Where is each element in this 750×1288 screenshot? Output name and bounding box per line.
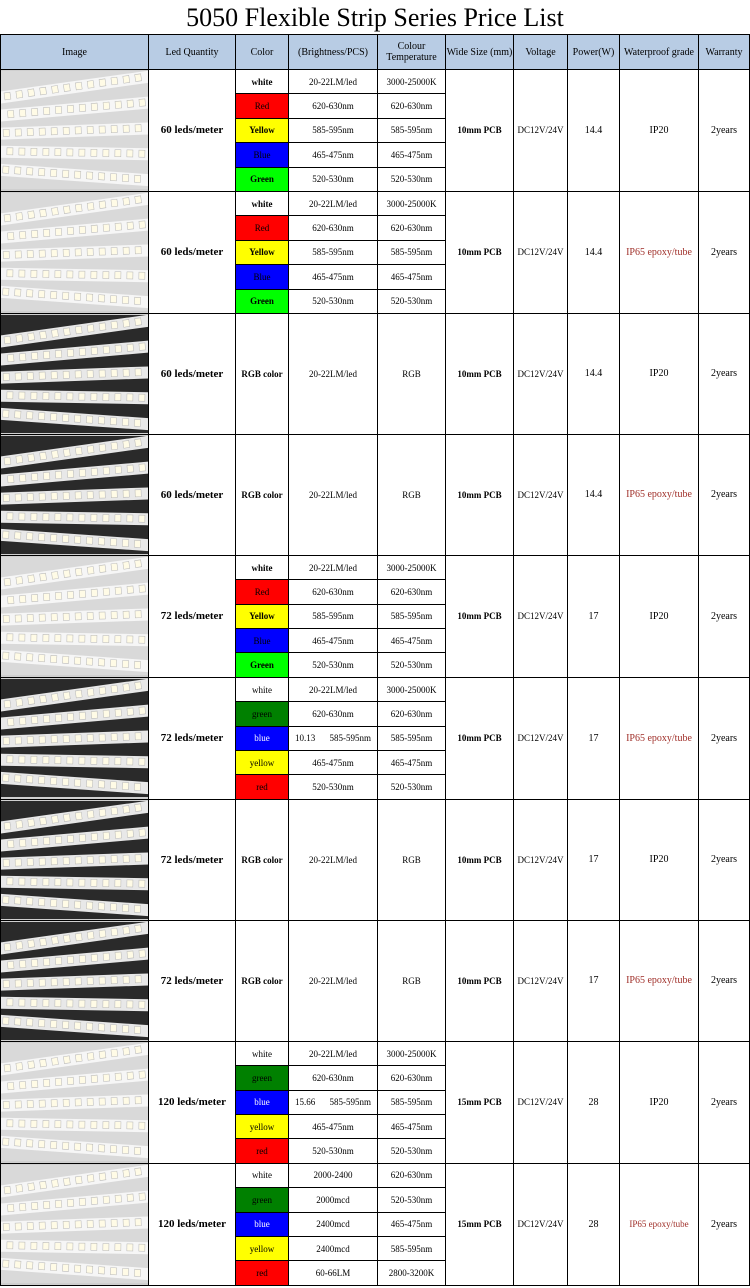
colour-temperature-cell: RGB xyxy=(378,313,446,434)
led-strip-image xyxy=(1,557,149,675)
color-cell: blue xyxy=(236,726,289,750)
wide-size-cell: 10mm PCB xyxy=(446,313,514,434)
colour-temperature-cell: 585-595nm xyxy=(378,118,446,142)
table-row xyxy=(1,920,750,1041)
product-image-cell xyxy=(1,920,149,1041)
brightness-cell: 20-22LM/led xyxy=(289,313,378,434)
page-title: 5050 Flexible Strip Series Price List xyxy=(186,3,564,32)
brightness-cell: 2000mcd xyxy=(289,1188,378,1212)
colour-temperature-cell: RGB xyxy=(378,434,446,555)
power-cell: 17 xyxy=(568,799,620,920)
brightness-cell: 20-22LM/led xyxy=(289,799,378,920)
colour-temperature-cell: 585-595nm xyxy=(378,1090,446,1114)
power-cell: 17 xyxy=(568,920,620,1041)
color-cell: Red xyxy=(236,580,289,604)
header-image: Image xyxy=(1,35,149,70)
table-row xyxy=(1,555,750,579)
warranty-cell: 2years xyxy=(699,677,750,799)
color-cell: red xyxy=(236,1261,289,1285)
brightness-cell: 520-530nm xyxy=(289,653,378,677)
colour-temperature-cell: 465-475nm xyxy=(378,265,446,289)
color-cell: white xyxy=(236,1041,289,1065)
warranty-cell: 2years xyxy=(699,555,750,677)
colour-temperature-cell: 620-630nm xyxy=(378,1163,446,1187)
header-voltage: Voltage xyxy=(514,35,568,70)
voltage-cell: DC12V/24V xyxy=(514,70,568,192)
colour-temperature-cell: 465-475nm xyxy=(378,629,446,653)
product-image-cell xyxy=(1,70,149,192)
brightness-cell: 20-22LM/led xyxy=(289,70,378,94)
wide-size-cell: 10mm PCB xyxy=(446,799,514,920)
brightness-value: 585-595nm xyxy=(329,733,371,744)
warranty-cell: 2years xyxy=(699,1041,750,1163)
colour-temperature-cell: 620-630nm xyxy=(378,216,446,240)
waterproof-grade-cell: IP65 epoxy/tube xyxy=(620,191,699,313)
brightness-cell: 620-630nm xyxy=(289,94,378,118)
waterproof-grade-cell: IP20 xyxy=(620,555,699,677)
color-cell: RGB color xyxy=(236,313,289,434)
product-image-cell xyxy=(1,1163,149,1285)
led-quantity: 60 leds/meter xyxy=(149,191,236,313)
led-strip-image xyxy=(1,193,149,311)
colour-temperature-cell: 620-630nm xyxy=(378,702,446,726)
colour-temperature-cell: 3000-25000K xyxy=(378,677,446,701)
waterproof-grade-cell: IP65 epoxy/tube xyxy=(620,1163,699,1285)
colour-temperature-cell: RGB xyxy=(378,920,446,1041)
brightness-cell: 520-530nm xyxy=(289,1139,378,1163)
voltage-cell: DC12V/24V xyxy=(514,313,568,434)
colour-temperature-cell: 620-630nm xyxy=(378,1066,446,1090)
wide-size-cell: 10mm PCB xyxy=(446,920,514,1041)
product-image-cell xyxy=(1,677,149,799)
color-cell: Yellow xyxy=(236,118,289,142)
power-cell: 28 xyxy=(568,1163,620,1285)
color-cell: Green xyxy=(236,289,289,313)
table-row xyxy=(1,677,750,701)
brightness-cell: 620-630nm xyxy=(289,216,378,240)
waterproof-grade-cell: IP20 xyxy=(620,70,699,192)
colour-temperature-cell: 465-475nm xyxy=(378,751,446,775)
color-cell: yellow xyxy=(236,1236,289,1260)
brightness-cell: 520-530nm xyxy=(289,775,378,799)
header-brightness: (Brightness/PCS) xyxy=(289,35,378,70)
led-quantity: 60 leds/meter xyxy=(149,434,236,555)
brightness-cell: 520-530nm xyxy=(289,289,378,313)
voltage-cell: DC12V/24V xyxy=(514,1041,568,1163)
header-warranty: Warranty xyxy=(699,35,750,70)
header-wide-size: Wide Size (mm) xyxy=(446,35,514,70)
power-cell: 28 xyxy=(568,1041,620,1163)
color-cell: white xyxy=(236,555,289,579)
color-cell: white xyxy=(236,70,289,94)
power-cell: 14.4 xyxy=(568,191,620,313)
table-row xyxy=(1,191,750,215)
colour-temperature-cell: 520-530nm xyxy=(378,775,446,799)
colour-temperature-cell: 520-530nm xyxy=(378,289,446,313)
table-row xyxy=(1,434,750,555)
brightness-cell: 2000-2400 xyxy=(289,1163,378,1187)
price-table xyxy=(0,34,750,1286)
led-strip-image xyxy=(1,922,149,1040)
color-cell: white xyxy=(236,677,289,701)
color-cell: white xyxy=(236,191,289,215)
color-cell: red xyxy=(236,775,289,799)
product-image-cell xyxy=(1,555,149,677)
brightness-cell: 465-475nm xyxy=(289,629,378,653)
colour-temperature-cell: 585-595nm xyxy=(378,604,446,628)
brightness-cell: 60-66LM xyxy=(289,1261,378,1285)
color-cell: Green xyxy=(236,653,289,677)
led-quantity: 120 leds/meter xyxy=(149,1163,236,1285)
brightness-cell: 585-595nm xyxy=(289,240,378,264)
led-strip-image xyxy=(1,801,149,919)
color-cell: RGB color xyxy=(236,920,289,1041)
voltage-cell: DC12V/24V xyxy=(514,555,568,677)
colour-temperature-cell: 3000-25000K xyxy=(378,70,446,94)
wide-size-cell: 10mm PCB xyxy=(446,191,514,313)
brightness-cell: 465-475nm xyxy=(289,1114,378,1138)
brightness-cell: 620-630nm xyxy=(289,702,378,726)
colour-temperature-cell: 585-595nm xyxy=(378,1236,446,1260)
brightness-cell: 2400mcd xyxy=(289,1236,378,1260)
brightness-cell: 20-22LM/led xyxy=(289,920,378,1041)
table-row xyxy=(1,70,750,94)
wide-size-cell: 15mm PCB xyxy=(446,1163,514,1285)
brightness-cell: 585-595nm xyxy=(289,604,378,628)
brightness-cell xyxy=(289,1090,378,1114)
color-cell: green xyxy=(236,702,289,726)
product-image-cell xyxy=(1,434,149,555)
brightness-power-value: 15.66 xyxy=(295,1097,316,1108)
warranty-cell: 2years xyxy=(699,1163,750,1285)
brightness-cell: 465-475nm xyxy=(289,143,378,167)
brightness-cell: 20-22LM/led xyxy=(289,434,378,555)
colour-temperature-cell: 465-475nm xyxy=(378,1212,446,1236)
header-power: Power(W) xyxy=(568,35,620,70)
product-image-cell xyxy=(1,1041,149,1163)
brightness-cell: 620-630nm xyxy=(289,1066,378,1090)
colour-temperature-cell: 465-475nm xyxy=(378,1114,446,1138)
voltage-cell: DC12V/24V xyxy=(514,799,568,920)
led-strip-image xyxy=(1,1043,149,1161)
color-cell: green xyxy=(236,1066,289,1090)
led-quantity: 60 leds/meter xyxy=(149,70,236,192)
colour-temperature-cell: 3000-25000K xyxy=(378,1041,446,1065)
waterproof-grade-cell: IP20 xyxy=(620,1041,699,1163)
waterproof-grade-cell: IP20 xyxy=(620,799,699,920)
colour-temperature-cell: 620-630nm xyxy=(378,94,446,118)
colour-temperature-cell: 520-530nm xyxy=(378,167,446,191)
color-cell: RGB color xyxy=(236,799,289,920)
led-quantity: 72 leds/meter xyxy=(149,920,236,1041)
colour-temperature-cell: 520-530nm xyxy=(378,1188,446,1212)
waterproof-grade-cell: IP20 xyxy=(620,313,699,434)
brightness-cell: 520-530nm xyxy=(289,167,378,191)
color-cell: RGB color xyxy=(236,434,289,555)
waterproof-grade-cell: IP65 epoxy/tube xyxy=(620,920,699,1041)
brightness-cell: 2400mcd xyxy=(289,1212,378,1236)
color-cell: Blue xyxy=(236,629,289,653)
led-strip-image xyxy=(1,679,149,797)
brightness-cell: 620-630nm xyxy=(289,580,378,604)
led-strip-image xyxy=(1,71,149,189)
product-image-cell xyxy=(1,799,149,920)
color-cell: Blue xyxy=(236,143,289,167)
power-cell: 14.4 xyxy=(568,313,620,434)
product-image-cell xyxy=(1,191,149,313)
warranty-cell: 2years xyxy=(699,313,750,434)
color-cell: Yellow xyxy=(236,604,289,628)
brightness-cell: 20-22LM/led xyxy=(289,677,378,701)
led-strip-image xyxy=(1,1165,149,1283)
led-quantity: 72 leds/meter xyxy=(149,799,236,920)
table-row xyxy=(1,1163,750,1187)
color-cell: Red xyxy=(236,216,289,240)
colour-temperature-cell: 465-475nm xyxy=(378,143,446,167)
colour-temperature-cell: 3000-25000K xyxy=(378,191,446,215)
header-colour-temperature: Colour Temperature xyxy=(378,35,446,70)
colour-temperature-cell: 620-630nm xyxy=(378,580,446,604)
table-row xyxy=(1,799,750,920)
led-quantity: 120 leds/meter xyxy=(149,1041,236,1163)
brightness-cell: 465-475nm xyxy=(289,265,378,289)
voltage-cell: DC12V/24V xyxy=(514,920,568,1041)
brightness-cell: 20-22LM/led xyxy=(289,191,378,215)
power-cell: 14.4 xyxy=(568,70,620,192)
warranty-cell: 2years xyxy=(699,191,750,313)
header-waterproof-grade: Waterproof grade xyxy=(620,35,699,70)
color-cell: green xyxy=(236,1188,289,1212)
table-row xyxy=(1,313,750,434)
brightness-cell: 465-475nm xyxy=(289,751,378,775)
brightness-value: 585-595nm xyxy=(329,1097,371,1108)
product-image-cell xyxy=(1,313,149,434)
waterproof-grade-cell: IP65 epoxy/tube xyxy=(620,434,699,555)
color-cell: blue xyxy=(236,1090,289,1114)
wide-size-cell: 10mm PCB xyxy=(446,70,514,192)
color-cell: Blue xyxy=(236,265,289,289)
warranty-cell: 2years xyxy=(699,70,750,192)
brightness-cell: 20-22LM/led xyxy=(289,1041,378,1065)
brightness-cell: 20-22LM/led xyxy=(289,555,378,579)
brightness-cell xyxy=(289,726,378,750)
warranty-cell: 2years xyxy=(699,799,750,920)
color-cell: red xyxy=(236,1139,289,1163)
colour-temperature-cell: 2800-3200K xyxy=(378,1261,446,1285)
led-quantity: 72 leds/meter xyxy=(149,555,236,677)
wide-size-cell: 10mm PCB xyxy=(446,677,514,799)
wide-size-cell: 15mm PCB xyxy=(446,1041,514,1163)
colour-temperature-cell: 3000-25000K xyxy=(378,555,446,579)
led-strip-image xyxy=(1,436,149,554)
warranty-cell: 2years xyxy=(699,434,750,555)
header-led-quantity: Led Quantity xyxy=(149,35,236,70)
colour-temperature-cell: 585-595nm xyxy=(378,240,446,264)
color-cell: blue xyxy=(236,1212,289,1236)
colour-temperature-cell: 585-595nm xyxy=(378,726,446,750)
header-row xyxy=(1,35,750,70)
brightness-power-value: 10.13 xyxy=(295,733,316,744)
color-cell: yellow xyxy=(236,751,289,775)
color-cell: Green xyxy=(236,167,289,191)
waterproof-grade-cell: IP65 epoxy/tube xyxy=(620,677,699,799)
brightness-cell: 585-595nm xyxy=(289,118,378,142)
color-cell: Red xyxy=(236,94,289,118)
colour-temperature-cell: RGB xyxy=(378,799,446,920)
led-quantity: 60 leds/meter xyxy=(149,313,236,434)
power-cell: 14.4 xyxy=(568,434,620,555)
color-cell: yellow xyxy=(236,1114,289,1138)
voltage-cell: DC12V/24V xyxy=(514,434,568,555)
warranty-cell: 2years xyxy=(699,920,750,1041)
wide-size-cell: 10mm PCB xyxy=(446,555,514,677)
power-cell: 17 xyxy=(568,555,620,677)
led-quantity: 72 leds/meter xyxy=(149,677,236,799)
colour-temperature-cell: 520-530nm xyxy=(378,653,446,677)
voltage-cell: DC12V/24V xyxy=(514,1163,568,1285)
color-cell: Yellow xyxy=(236,240,289,264)
wide-size-cell: 10mm PCB xyxy=(446,434,514,555)
header-color: Color xyxy=(236,35,289,70)
voltage-cell: DC12V/24V xyxy=(514,191,568,313)
voltage-cell: DC12V/24V xyxy=(514,677,568,799)
table-row xyxy=(1,1041,750,1065)
led-strip-image xyxy=(1,315,149,433)
colour-temperature-cell: 520-530nm xyxy=(378,1139,446,1163)
power-cell: 17 xyxy=(568,677,620,799)
color-cell: white xyxy=(236,1163,289,1187)
